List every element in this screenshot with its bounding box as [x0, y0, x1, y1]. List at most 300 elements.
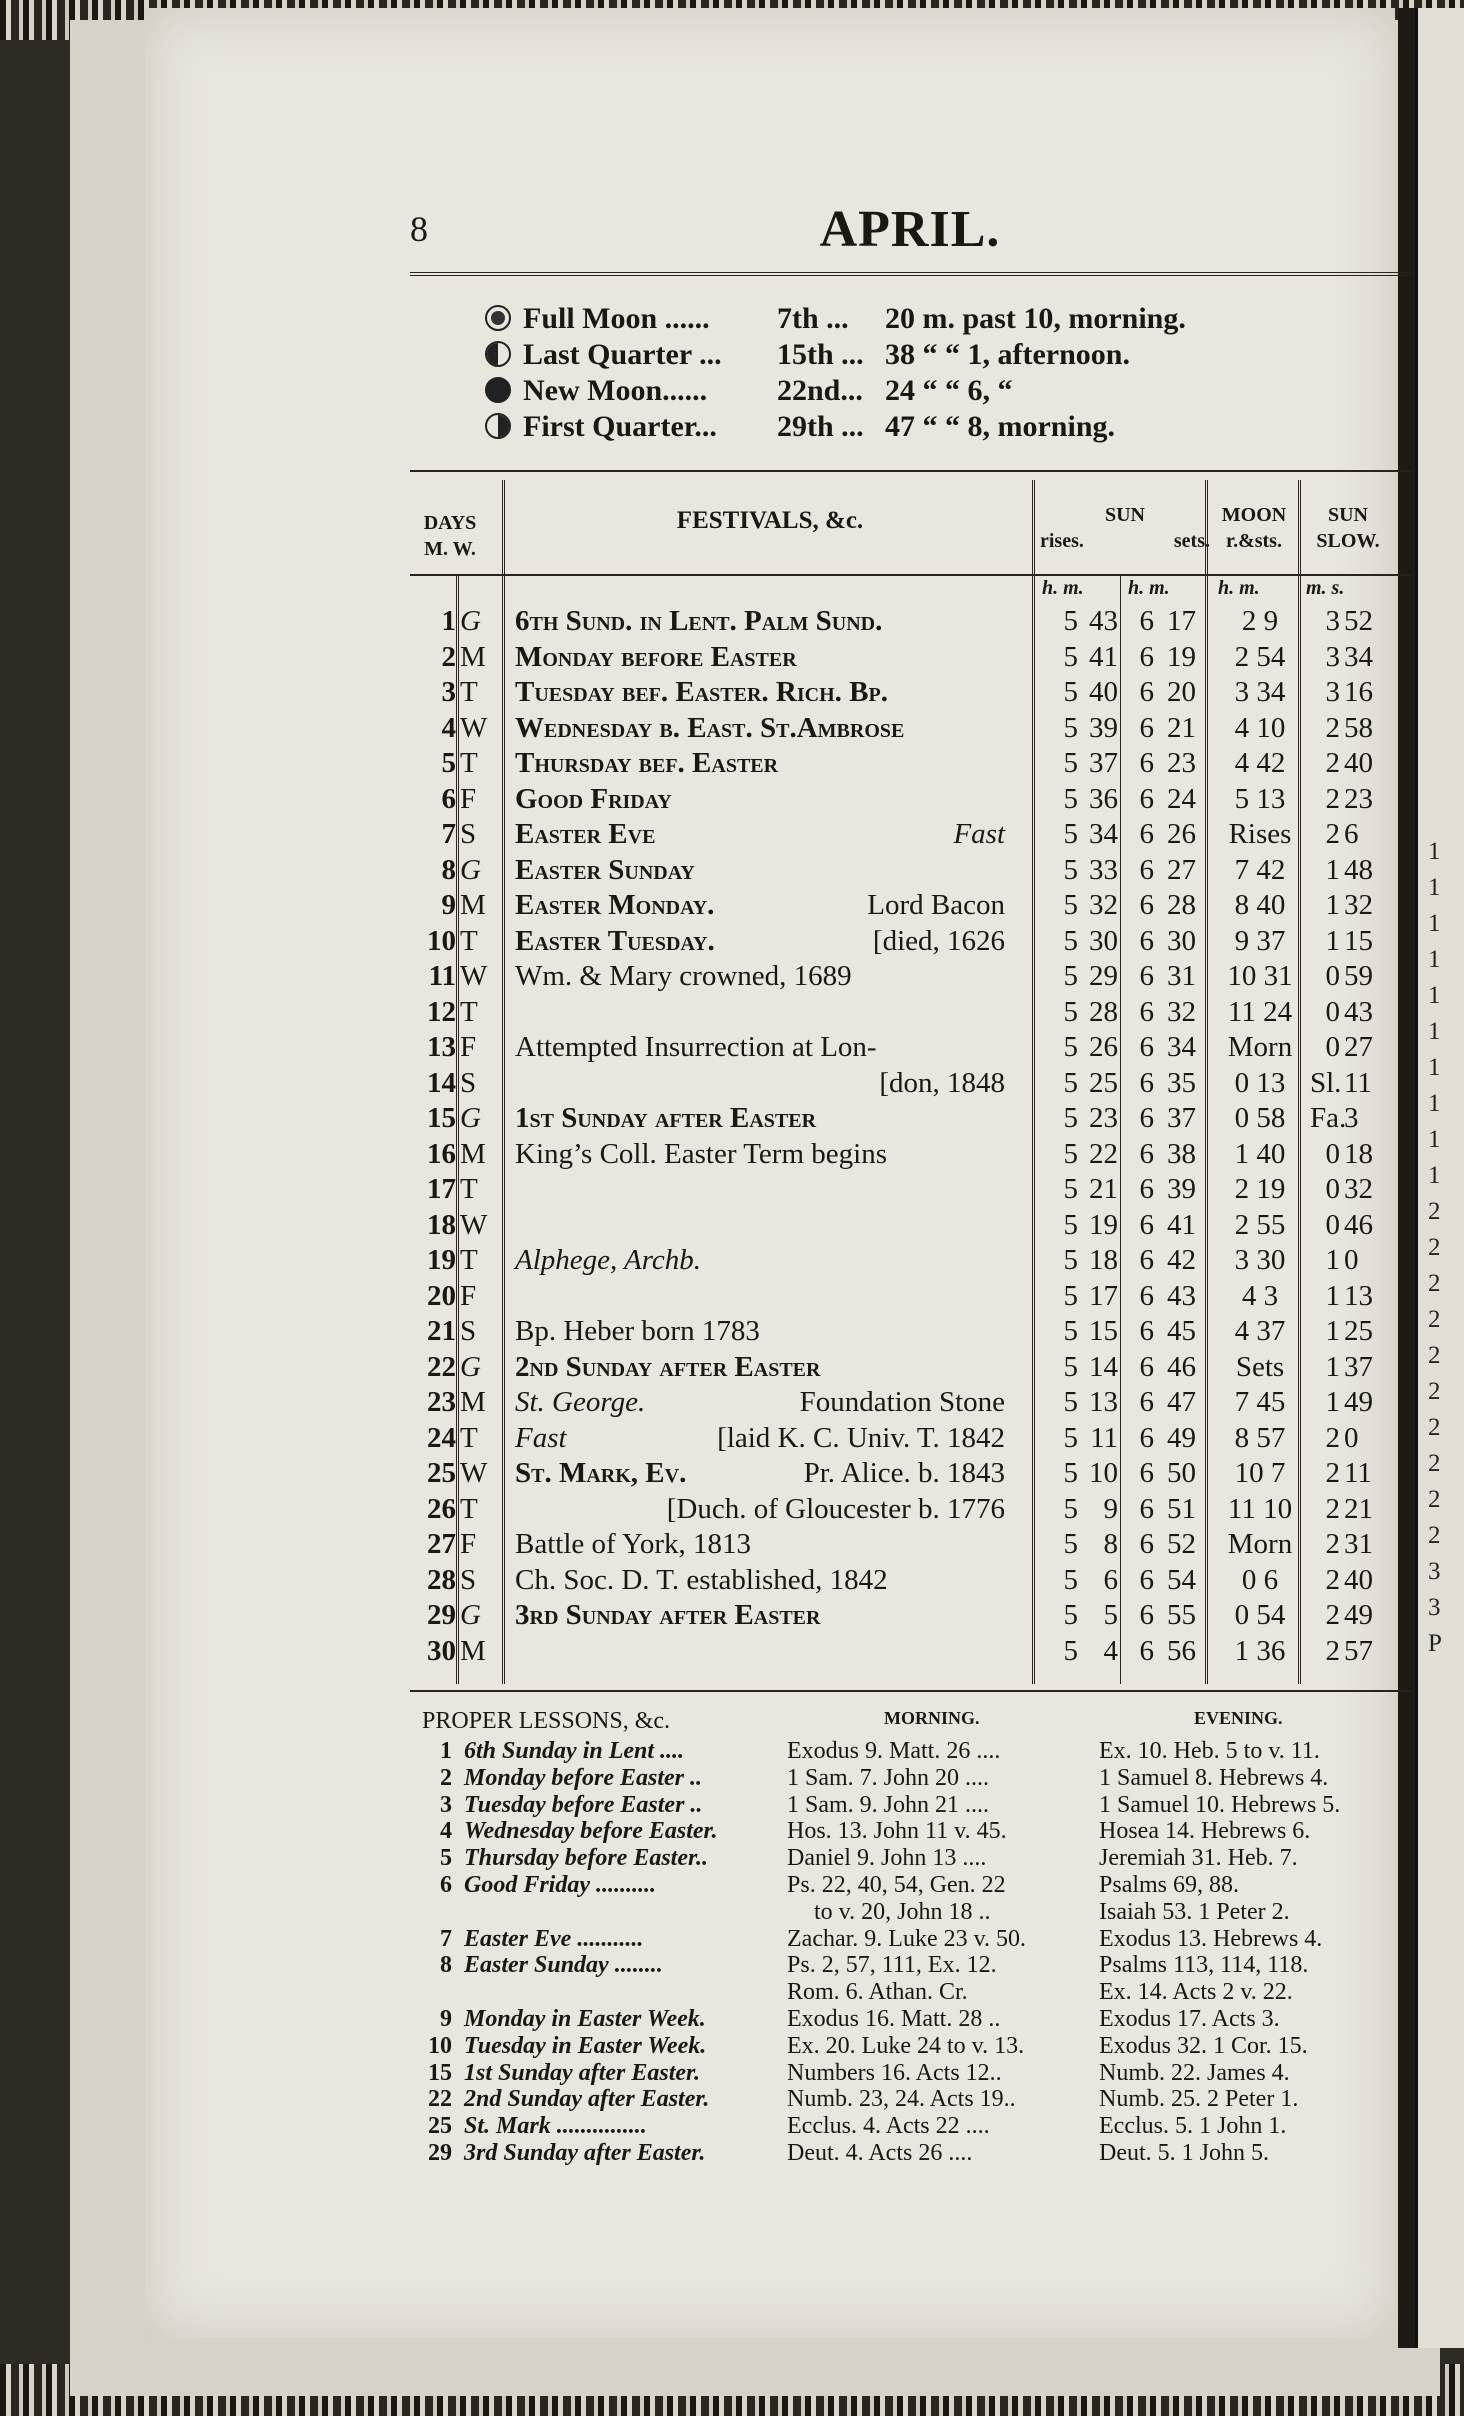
first-quarter-icon [485, 413, 511, 439]
sunrise-hour: 5 [1063, 889, 1078, 921]
moon-rise-set: 10 31 [1227, 960, 1293, 992]
facing-page-glyph: 1 [1428, 910, 1441, 937]
day-row [410, 1173, 1410, 1209]
lesson-occasion: Tuesday in Easter Week. [464, 2032, 707, 2059]
day-row [410, 1528, 1410, 1564]
facing-page-glyph: 2 [1428, 1450, 1441, 1477]
sunset-hour: 6 [1139, 1350, 1154, 1383]
sunset-hour: 6 [1139, 1173, 1154, 1205]
festival-cell [515, 1031, 1005, 1064]
evening-lesson: Ex. 14. Acts 2 v. 22. [1099, 1979, 1293, 2006]
festival-text: Thursday bef. Easter [515, 747, 779, 779]
lesson-day: 22 [428, 2086, 452, 2113]
lesson-day: 8 [440, 1952, 452, 1979]
sunset-minute: 31 [1167, 960, 1196, 992]
moon-rise-set: 5 13 [1234, 782, 1286, 815]
lesson-occasion: Good Friday .......... [464, 1871, 656, 1898]
sun-slow-seconds: 37 [1344, 1350, 1373, 1383]
day-row [410, 1315, 1410, 1351]
sunrise-hour: 5 [1063, 924, 1078, 957]
sun-slow-minutes: 1 [1325, 853, 1340, 886]
sunset-minute: 27 [1167, 853, 1196, 886]
evening-lesson: 1 Samuel 8. Hebrews 4. [1099, 1764, 1329, 1791]
lesson-occasion: 3rd Sunday after Easter. [464, 2139, 706, 2166]
sunrise-minute: 19 [1089, 1208, 1118, 1241]
moon-phase-row [485, 410, 1405, 446]
weekday-letter: M [460, 1634, 486, 1667]
sunrise-minute: 13 [1089, 1386, 1118, 1418]
sunset-minute: 47 [1167, 1386, 1196, 1418]
festival-cell [515, 605, 1005, 638]
facing-page-glyph: 1 [1428, 1162, 1441, 1189]
morning-lesson: Deut. 4. Acts 26 .... [787, 2139, 973, 2166]
sun-slow-minutes: 2 [1325, 747, 1340, 779]
sunset-hour: 6 [1139, 1315, 1154, 1347]
moon-rise-set: 3 30 [1234, 1244, 1286, 1276]
day-of-month: 12 [427, 995, 456, 1028]
festival-cell [515, 1244, 1005, 1277]
festival-note: [don, 1848 [879, 1066, 1005, 1099]
evening-lesson: Hosea 14. Hebrews 6. [1099, 1818, 1311, 1845]
evening-lesson: Isaiah 53. 1 Peter 2. [1099, 1898, 1290, 1925]
lesson-row [422, 1845, 1412, 1872]
moon-rise-set: 3 34 [1234, 676, 1286, 708]
sunrise-minute: 14 [1089, 1350, 1118, 1383]
moon-rise-set: 1 40 [1234, 1137, 1286, 1170]
moon-rise-set: 4 10 [1234, 711, 1286, 744]
sun-slow-seconds: 3 [1344, 1102, 1359, 1134]
units-slow: m. s. [1306, 577, 1345, 599]
day-of-month: 7 [441, 818, 456, 850]
day-of-month: 3 [441, 676, 456, 708]
lessons-rows [422, 1738, 1412, 2167]
festival-cell [515, 1138, 1005, 1171]
lesson-row [422, 1738, 1412, 1765]
sun-slow-minutes: 1 [1325, 1315, 1340, 1347]
facing-page-glyph: 2 [1428, 1522, 1441, 1549]
morning-lesson: 1 Sam. 9. John 21 .... [787, 1791, 990, 1818]
sunset-hour: 6 [1139, 676, 1154, 708]
festival-text: 2nd Sunday after Easter [515, 1350, 821, 1383]
moon-phase-name: Full Moon ...... [523, 302, 710, 335]
sunrise-minute: 9 [1103, 1492, 1118, 1525]
morning-lesson: to v. 20, John 18 .. [814, 1898, 991, 1925]
moon-phase-day: 29th ... [777, 410, 864, 443]
sunrise-minute: 41 [1089, 640, 1118, 673]
festival-text: Easter Sunday [515, 853, 695, 886]
day-row [410, 889, 1410, 925]
sun-slow-seconds: 27 [1344, 1031, 1373, 1063]
sunrise-minute: 43 [1089, 605, 1118, 637]
units-moon: h. m. [1218, 577, 1260, 599]
festivals-header: FESTIVALS, &c. [676, 507, 864, 534]
lesson-day: 25 [428, 2113, 452, 2140]
moon-rise-set: Sets [1235, 1350, 1285, 1383]
festival-text: King’s Coll. Easter Term begins [515, 1137, 887, 1170]
evening-lesson: Psalms 69, 88. [1099, 1871, 1240, 1898]
festival-text: Easter Tuesday. [515, 924, 715, 957]
units-set: h. m. [1128, 577, 1170, 599]
sunset-minute: 52 [1167, 1528, 1196, 1560]
weekday-letter: W [460, 960, 488, 992]
sunset-hour: 6 [1139, 1244, 1154, 1276]
sunrise-hour: 5 [1063, 1279, 1078, 1312]
weekday-letter: S [460, 1563, 477, 1596]
lessons-header [422, 1708, 1412, 1738]
festival-text: St. George. [515, 1386, 646, 1418]
day-row [410, 1599, 1410, 1635]
day-row [410, 1067, 1410, 1103]
units-rise: h. m. [1042, 577, 1084, 599]
sun-slow-seconds: 31 [1344, 1528, 1373, 1560]
sunrise-hour: 5 [1063, 960, 1078, 992]
sunrise-hour: 5 [1063, 1563, 1078, 1596]
lesson-row [422, 1979, 1412, 2006]
morning-lesson: Rom. 6. Athan. Cr. [787, 1979, 968, 2006]
sun-slow-seconds: 6 [1344, 818, 1359, 850]
evening-lesson: Numb. 25. 2 Peter 1. [1099, 2086, 1299, 2113]
evening-lesson: Exodus 32. 1 Cor. 15. [1099, 2032, 1308, 2059]
sun-slow-seconds: 48 [1344, 853, 1373, 886]
day-row [410, 1635, 1410, 1671]
festival-text: Fast [515, 1421, 567, 1454]
lessons-title: PROPER LESSONS, &c. [422, 1708, 671, 1734]
lesson-occasion: 1st Sunday after Easter. [464, 2059, 701, 2086]
sunset-minute: 42 [1167, 1244, 1196, 1276]
weekday-letter: T [460, 1421, 478, 1454]
sunrise-hour: 5 [1063, 1315, 1078, 1347]
sunrise-hour: 5 [1063, 747, 1078, 779]
sun-slow-seconds: 15 [1344, 924, 1373, 957]
moon-rise-set: 2 54 [1234, 640, 1286, 673]
facing-page-glyph: 2 [1428, 1270, 1441, 1297]
sunrise-hour: 5 [1063, 640, 1078, 673]
sunrise-minute: 22 [1089, 1137, 1118, 1170]
festival-cell [515, 641, 1005, 674]
weekday-letter: M [460, 1386, 486, 1418]
evening-lesson: Ecclus. 5. 1 John 1. [1099, 2113, 1287, 2140]
lesson-occasion: 2nd Sunday after Easter. [464, 2086, 710, 2113]
day-row [410, 1138, 1410, 1174]
sunrise-minute: 36 [1089, 782, 1118, 815]
sunrise-hour: 5 [1063, 1350, 1078, 1383]
sun-slow-seconds: 21 [1344, 1492, 1373, 1525]
moon-rise-set: 11 24 [1227, 995, 1293, 1028]
festival-text: Monday before Easter [515, 640, 797, 673]
facing-page-glyph: 2 [1428, 1342, 1441, 1369]
facing-page-glyph: 2 [1428, 1234, 1441, 1261]
morning-lesson: Exodus 9. Matt. 26 .... [787, 1738, 1001, 1764]
day-of-month: 26 [427, 1492, 456, 1525]
lesson-row [422, 1792, 1412, 1819]
festival-cell [515, 889, 1005, 922]
facing-page-glyph: 2 [1428, 1378, 1441, 1405]
day-row [410, 1457, 1410, 1493]
lessons-morning-label: MORNING. [884, 1708, 980, 1728]
sun-slow-minutes: 2 [1325, 782, 1340, 815]
sunrise-hour: 5 [1063, 1244, 1078, 1276]
moon-rise-set: 0 6 [1241, 1563, 1279, 1596]
day-row [410, 960, 1410, 996]
day-of-month: 6 [441, 782, 456, 815]
sunset-hour: 6 [1139, 1208, 1154, 1241]
festival-cell [515, 1315, 1005, 1348]
moon-rise-set: Rises [1228, 818, 1292, 850]
sunset-hour: 6 [1139, 1031, 1154, 1063]
moon-rise-set: 8 40 [1234, 889, 1286, 921]
sun-slow-header: SUN SLOW. [1316, 504, 1380, 552]
moon-rise-set: 4 37 [1234, 1315, 1286, 1347]
sunrise-minute: 26 [1089, 1031, 1118, 1063]
festival-text: 3rd Sunday after Easter [515, 1599, 821, 1631]
weekday-letter: S [460, 818, 477, 850]
sun-slow-seconds: 40 [1344, 1563, 1373, 1596]
sunset-minute: 21 [1167, 711, 1196, 744]
day-row [410, 1422, 1410, 1458]
sunset-hour: 6 [1139, 1599, 1154, 1631]
festival-cell [515, 1564, 1005, 1597]
festival-text: 1st Sunday after Easter [515, 1102, 817, 1134]
sunrise-hour: 5 [1063, 711, 1078, 744]
sunrise-hour: 5 [1063, 818, 1078, 850]
festival-cell [515, 1386, 1005, 1419]
sun-slow-minutes: 1 [1325, 924, 1340, 957]
lesson-occasion: Thursday before Easter.. [464, 1845, 709, 1872]
sun-slow-minutes: 0 [1325, 1208, 1340, 1241]
sun-slow-minutes: 0 [1325, 960, 1340, 992]
morning-lesson: Numb. 23, 24. Acts 19.. [787, 2086, 1016, 2113]
day-of-month: 14 [427, 1066, 456, 1099]
facing-page-glyph: 1 [1428, 874, 1441, 901]
lesson-row [422, 1926, 1412, 1953]
day-row [410, 1493, 1410, 1529]
sunrise-minute: 30 [1089, 924, 1118, 957]
festival-text: 6th Sund. in Lent. Palm Sund. [515, 605, 883, 637]
lesson-occasion: St. Mark ............... [464, 2113, 647, 2140]
sun-slow-minutes: 2 [1325, 1563, 1340, 1596]
day-of-month: 10 [427, 924, 456, 957]
festival-cell [515, 1102, 1005, 1135]
day-of-month: 24 [427, 1421, 456, 1454]
day-row [410, 1564, 1410, 1600]
lesson-occasion: Tuesday before Easter .. [464, 1791, 703, 1818]
weekday-letter: M [460, 1137, 486, 1170]
sunrise-hour: 5 [1063, 782, 1078, 815]
sun-slow-seconds: 57 [1344, 1634, 1373, 1667]
sun-slow-minutes: 1 [1325, 1244, 1340, 1276]
sunset-minute: 30 [1167, 924, 1196, 957]
sun-slow-seconds: 0 [1344, 1244, 1359, 1276]
day-row [410, 996, 1410, 1032]
facing-page-glyph: 1 [1428, 1054, 1441, 1081]
weekday-letter: S [460, 1315, 477, 1347]
sun-slow-seconds: 32 [1344, 889, 1373, 921]
festival-note: [Duch. of Gloucester b. 1776 [666, 1492, 1005, 1525]
weekday-letter: G [460, 1102, 481, 1134]
day-row [410, 1102, 1410, 1138]
day-row [410, 818, 1410, 854]
sun-slow-minutes: 1 [1325, 1386, 1340, 1418]
sunset-hour: 6 [1139, 1102, 1154, 1134]
sunrise-hour: 5 [1063, 1492, 1078, 1525]
sunrise-hour: 5 [1063, 1599, 1078, 1631]
festival-text: Good Friday [515, 782, 672, 815]
sunrise-minute: 34 [1089, 818, 1118, 850]
moon-rise-set: 11 10 [1227, 1492, 1293, 1525]
sunset-minute: 28 [1167, 889, 1196, 921]
sun-slow-seconds: 11 [1344, 1066, 1372, 1099]
sunset-minute: 46 [1167, 1350, 1196, 1383]
lesson-day: 3 [440, 1791, 452, 1818]
festival-note: Lord Bacon [867, 889, 1005, 921]
festival-text: Easter Monday. [515, 889, 715, 921]
sunrise-minute: 28 [1089, 995, 1118, 1028]
sunset-hour: 6 [1139, 640, 1154, 673]
festival-cell [515, 1457, 1005, 1490]
festival-text: Wm. & Mary crowned, 1689 [515, 960, 852, 992]
sunset-hour: 6 [1139, 1457, 1154, 1489]
sun-slow-minutes: 0 [1325, 995, 1340, 1028]
festival-cell [515, 676, 1005, 709]
moon-rise-set: 2 55 [1234, 1208, 1286, 1241]
sunset-hour: 6 [1139, 747, 1154, 779]
moon-phase-day: 15th ... [777, 338, 864, 371]
sunset-hour: 6 [1139, 1386, 1154, 1418]
festival-cell [515, 960, 1005, 993]
sunset-minute: 41 [1167, 1208, 1196, 1241]
facing-page-glyph: 1 [1428, 1018, 1441, 1045]
weekday-letter: T [460, 995, 478, 1028]
sunrise-hour: 5 [1063, 1137, 1078, 1170]
lesson-row [422, 1899, 1412, 1926]
festival-note: Foundation Stone [799, 1386, 1005, 1418]
sun-slow-seconds: 43 [1344, 995, 1373, 1028]
day-of-month: 29 [427, 1599, 456, 1631]
weekday-letter: F [460, 1528, 477, 1560]
day-row [410, 1351, 1410, 1387]
sun-slow-minutes: 2 [1325, 1528, 1340, 1560]
lesson-occasion: Easter Sunday ........ [464, 1952, 663, 1979]
sunset-hour: 6 [1139, 818, 1154, 850]
proper-lessons [422, 1708, 1412, 2167]
evening-lesson: Exodus 13. Hebrews 4. [1099, 1925, 1323, 1952]
sunset-hour: 6 [1139, 924, 1154, 957]
sunrise-minute: 10 [1089, 1457, 1118, 1489]
facing-page-glyph: 1 [1428, 838, 1441, 865]
day-of-month: 19 [427, 1244, 456, 1276]
sunrise-hour: 5 [1063, 1173, 1078, 1205]
sunset-minute: 49 [1167, 1421, 1196, 1454]
moon-rise-set: 9 37 [1234, 924, 1286, 957]
day-of-month: 4 [441, 711, 456, 744]
festival-cell [515, 1351, 1005, 1384]
sunrise-hour: 5 [1063, 995, 1078, 1028]
day-of-month: 15 [427, 1102, 456, 1134]
lesson-row [422, 1765, 1412, 1792]
weekday-letter: T [460, 1244, 478, 1276]
sunset-minute: 45 [1167, 1315, 1196, 1347]
facing-page-glyph: 3 [1428, 1558, 1441, 1585]
sun-slow-minutes: 2 [1325, 1457, 1340, 1489]
sunrise-hour: 5 [1063, 1031, 1078, 1063]
sun-slow-minutes: 2 [1325, 711, 1340, 744]
header-rule [410, 272, 1410, 276]
day-of-month: 25 [427, 1457, 456, 1489]
sunset-hour: 6 [1139, 1137, 1154, 1170]
facing-page-glyph: P [1428, 1630, 1442, 1657]
sunrise-hour: 5 [1063, 1528, 1078, 1560]
moon-phase-time: 24 “ “ 6, “ [885, 374, 1013, 407]
sunrise-minute: 4 [1103, 1634, 1118, 1667]
sunrise-hour: 5 [1063, 676, 1078, 708]
lesson-occasion: Monday before Easter .. [464, 1764, 702, 1791]
weekday-letter: M [460, 640, 486, 673]
moon-rise-set: 0 13 [1234, 1066, 1286, 1099]
facing-page-glyph: 3 [1428, 1594, 1441, 1621]
weekday-letter: W [460, 1457, 488, 1489]
sun-slow-minutes: 3 [1325, 640, 1340, 673]
lesson-row [422, 2086, 1412, 2113]
day-of-month: 8 [441, 853, 456, 886]
moon-rise-set: Morn [1227, 1528, 1293, 1560]
day-of-month: 2 [441, 640, 456, 673]
weekday-letter: G [460, 853, 481, 886]
sun-slow-minutes: 2 [1325, 818, 1340, 850]
lesson-day: 5 [440, 1845, 452, 1872]
sunset-minute: 56 [1167, 1634, 1196, 1667]
day-of-month: 20 [427, 1279, 456, 1312]
sun-slow-seconds: 58 [1344, 711, 1373, 744]
weekday-letter: G [460, 605, 481, 637]
sunset-hour: 6 [1139, 605, 1154, 637]
sun-slow-minutes: 2 [1325, 1599, 1340, 1631]
day-row [410, 1386, 1410, 1422]
festival-cell [515, 712, 1005, 745]
header-bottom-rule [410, 574, 1410, 576]
moon-rise-set: 4 42 [1234, 747, 1286, 779]
lesson-day: 1 [440, 1738, 452, 1764]
sunset-minute: 35 [1167, 1066, 1196, 1099]
last-quarter-icon [485, 341, 511, 367]
day-row [410, 925, 1410, 961]
festival-cell [515, 925, 1005, 958]
sunset-hour: 6 [1139, 1066, 1154, 1099]
page-header [410, 200, 1410, 260]
table-top-rule [410, 470, 1410, 472]
sunrise-hour: 5 [1063, 1066, 1078, 1099]
moon-phase-row [485, 338, 1405, 374]
sunset-minute: 55 [1167, 1599, 1196, 1631]
sunset-hour: 6 [1139, 1421, 1154, 1454]
day-of-month: 1 [441, 605, 456, 637]
sunrise-minute: 25 [1089, 1066, 1118, 1099]
day-of-month: 13 [427, 1031, 456, 1063]
day-row [410, 1031, 1410, 1067]
sunset-minute: 51 [1167, 1492, 1196, 1525]
lesson-occasion: 6th Sunday in Lent .... [464, 1738, 685, 1764]
sun-slow-seconds: 32 [1344, 1173, 1373, 1205]
sunset-minute: 54 [1167, 1563, 1196, 1596]
facing-page-glyph: 2 [1428, 1306, 1441, 1333]
festival-cell [515, 1599, 1005, 1632]
day-row [410, 854, 1410, 890]
lesson-day: 6 [440, 1871, 452, 1898]
sunset-hour: 6 [1139, 711, 1154, 744]
lesson-day: 2 [440, 1764, 452, 1791]
sunrise-minute: 39 [1089, 711, 1118, 744]
sunrise-hour: 5 [1063, 853, 1078, 886]
day-of-month: 17 [427, 1173, 456, 1205]
